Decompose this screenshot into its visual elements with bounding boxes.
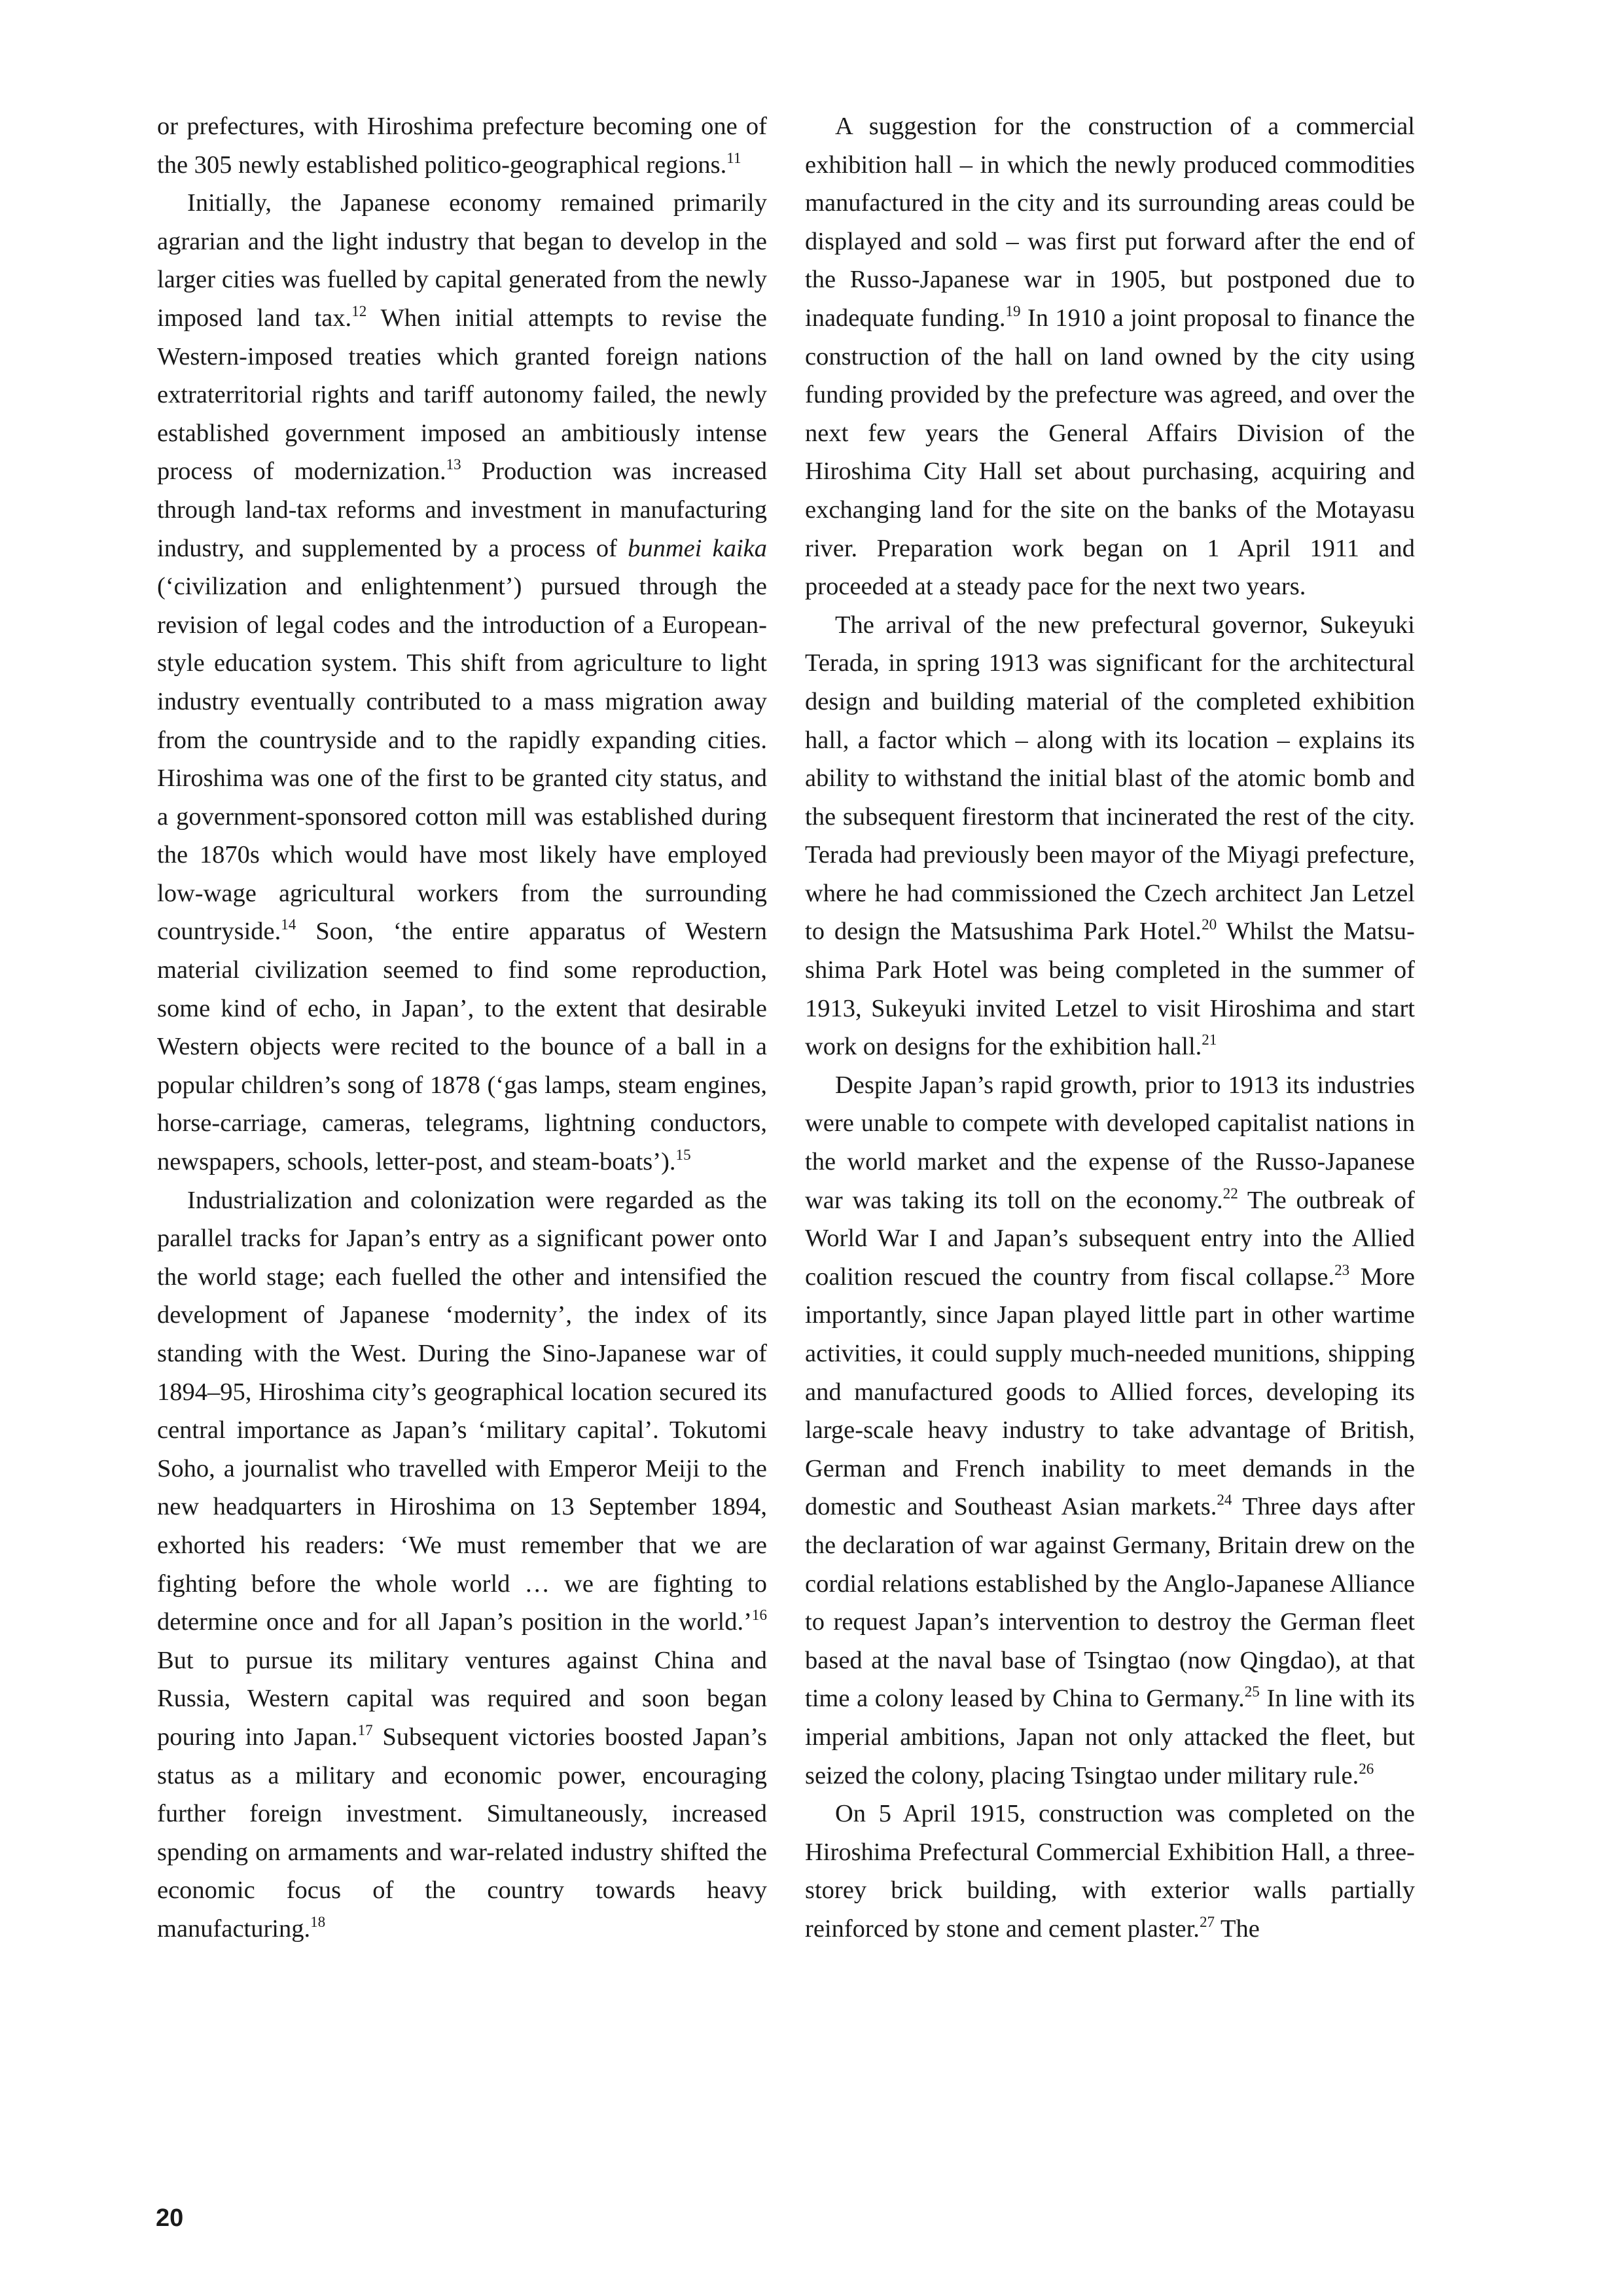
- footnote-ref: 21: [1202, 1031, 1217, 1049]
- text-run: More importantly, since Japan played little part in other wartime activities, it could supply much-needed munitions, shipping and manufactured goods to Allied forces, developing its large-scale heavy industry to take advantage of British, German and French inability to meet demands in the domestic and Southeast Asian markets.: [805, 1263, 1415, 1521]
- text-run: (‘civilization and enlightenment’) pursued through the revision of legal codes and the introduction of a European-style education system. This shift from agriculture to light industry eventually contributed to a mass migration away from the countryside and to the rapidly expanding cities. Hiroshima was one of the first to be granted city status, and a government-sponsored cotton mill was established during the 1870s which would have most likely have employed low-wage agricultural workers from the surrounding countryside.: [157, 573, 767, 946]
- text-run: A suggestion for the construction of a commercial exhibition hall – in which the newly produced commodities manufactured in the city and its surrounding areas could be displayed and sold – was first put forward after the end of the Russo-Japanese war in 1905, but postponed due to inadequate funding.: [805, 113, 1415, 332]
- footnote-ref: 14: [281, 916, 296, 933]
- footnote-ref: 17: [357, 1721, 373, 1738]
- text-run: When initial attempts to revise the Western-imposed treaties which granted foreign nations extraterritorial rights and tariff autonomy failed, the newly established government imposed an ambitiously intense process of modernization.: [157, 304, 767, 486]
- footnote-ref: 18: [310, 1912, 326, 1930]
- text-column-right: [805, 107, 1415, 1948]
- paragraph: [157, 184, 767, 1181]
- footnote-ref: 23: [1334, 1261, 1350, 1278]
- paragraph: [805, 606, 1415, 1066]
- paragraph: [157, 1181, 767, 1948]
- page-number: 20: [156, 2204, 184, 2232]
- text-run: Production was increased through land-tax reforms and investment in manufacturing industry, and supplemented by a process of: [157, 457, 767, 562]
- text-run: Initially, the Japanese economy remained primarily agrarian and the light industry that began to develop in the larger cities was fuelled by capital generated from the newly imposed land tax.: [157, 189, 767, 332]
- italic-term: bunmei kaika: [628, 534, 767, 562]
- paragraph: [157, 107, 767, 184]
- text-run: Three days after the declaration of war against Germany, Britain drew on the cordial relations established by the Anglo-Japanese Alliance to request Japan’s intervention to destroy the German fleet based at the naval base of Tsingtao (now Qingdao), at that time a colony leased by China to Germany.: [805, 1493, 1416, 1713]
- footnote-ref: 25: [1244, 1683, 1260, 1700]
- footnote-ref: 12: [351, 302, 367, 319]
- text-run: Despite Japan’s rapid growth, prior to 1913 its industries were unable to compete with developed capitalist nations in the world market and the expense of the Russo-Japanese war was taking its toll on the economy.: [805, 1071, 1415, 1214]
- paragraph: [805, 1066, 1415, 1795]
- footnote-ref: 19: [1005, 302, 1021, 319]
- footnote-ref: 27: [1199, 1912, 1215, 1930]
- text-run: Whilst the Matsushima Park Hotel was being completed in the summer of 1913, Sukeyuki invited Letzel to visit Hiroshima and start work on designs for the exhibition hall.: [805, 918, 1415, 1061]
- text-run: In 1910 a joint proposal to finance the construction of the hall on land owned by the city using funding provided by the prefecture was agreed, and over the next few years the General Affairs Division of the Hiroshima City Hall set about purchasing, acquiring and exchanging land for the site on the banks of the Motayasu river. Preparation work began on 1 April 1911 and proceeded at a steady pace for the next two years.: [805, 304, 1415, 601]
- text-run: Subsequent victories boosted Japan’s status as a military and economic power, encouraging further foreign investment. Simultaneously, increased spending on armaments and war-related industry shifted the economic focus of the country towards heavy manufacturing.: [157, 1723, 767, 1943]
- text-run: But to pursue its military ventures against China and Russia, Western capital was required and soon began pouring into Japan.: [157, 1646, 767, 1751]
- text-run: Soon, ‘the entire apparatus of Western material civilization seemed to find some reproduction, some kind of echo, in Japan’, to the extent that desirable Western objects were recited to the bounce of a ball in a popular children’s song of 1878 (‘gas lamps, steam engines, horse-carriage, cameras, telegrams, lightning conductors, newspapers, schools, letter-post, and steam-boats’).: [157, 918, 767, 1176]
- text-run: The outbreak of World War I and Japan’s subsequent entry into the Allied coalition rescued the country from fiscal collapse.: [805, 1186, 1415, 1291]
- footnote-ref: 16: [751, 1606, 767, 1624]
- text-run: In line with its imperial ambitions, Japan not only attacked the fleet, but seized the colony, placing Tsingtao under military rule.: [805, 1685, 1415, 1789]
- footnote-ref: 13: [446, 456, 461, 473]
- paragraph: [805, 1795, 1415, 1948]
- footnote-ref: 20: [1202, 916, 1217, 933]
- text-run: Industrialization and colonization were regarded as the parallel tracks for Japan’s entry as a significant power onto the world stage; each fuelled the other and intensified the development of Japanese ‘modernity’, the index of its standing with the West. During the Sino-Japanese war of 1894–95, Hiroshima city’s geographical location secured its central importance as Japan’s ‘military capital’. Tokutomi Soho, a journalist who travelled with Emperor Meiji to the new headquarters in Hiroshima on 13 September 1894, exhorted his readers: ‘We must remember that we are fighting before the whole world … we are fighting to determine once and for all Japan’s position in the world.’: [157, 1186, 767, 1636]
- text-run: or prefectures, with Hiroshima prefecture becoming one of the 305 newly established politico-geographical regions.: [157, 113, 767, 179]
- text-column-left: [157, 107, 767, 1948]
- footnote-ref: 11: [726, 149, 741, 166]
- footnote-ref: 26: [1359, 1759, 1374, 1777]
- text-run: The arrival of the new prefectural governor, Sukeyuki Terada, in spring 1913 was significant for the architectural design and building material of the completed exhibition hall, a factor which – along with its location – explains its ability to withstand the initial blast of the atomic bomb and the subsequent firestorm that incinerated the rest of the city. Terada had previously been mayor of the Miyagi prefecture, where he had commissioned the Czech architect Jan Letzel to design the Matsushima Park Hotel.: [805, 611, 1415, 946]
- paragraph: [805, 107, 1415, 606]
- text-run: On 5 April 1915, construction was completed on the Hiroshima Prefectural Commercial Exhibition Hall, a three-storey brick building, with exterior walls partially reinforced by stone and cement plaster.: [805, 1800, 1415, 1943]
- footnote-ref: 22: [1222, 1184, 1238, 1202]
- text-run: The: [1215, 1914, 1260, 1943]
- footnote-ref: 24: [1217, 1491, 1232, 1509]
- footnote-ref: 15: [675, 1146, 691, 1164]
